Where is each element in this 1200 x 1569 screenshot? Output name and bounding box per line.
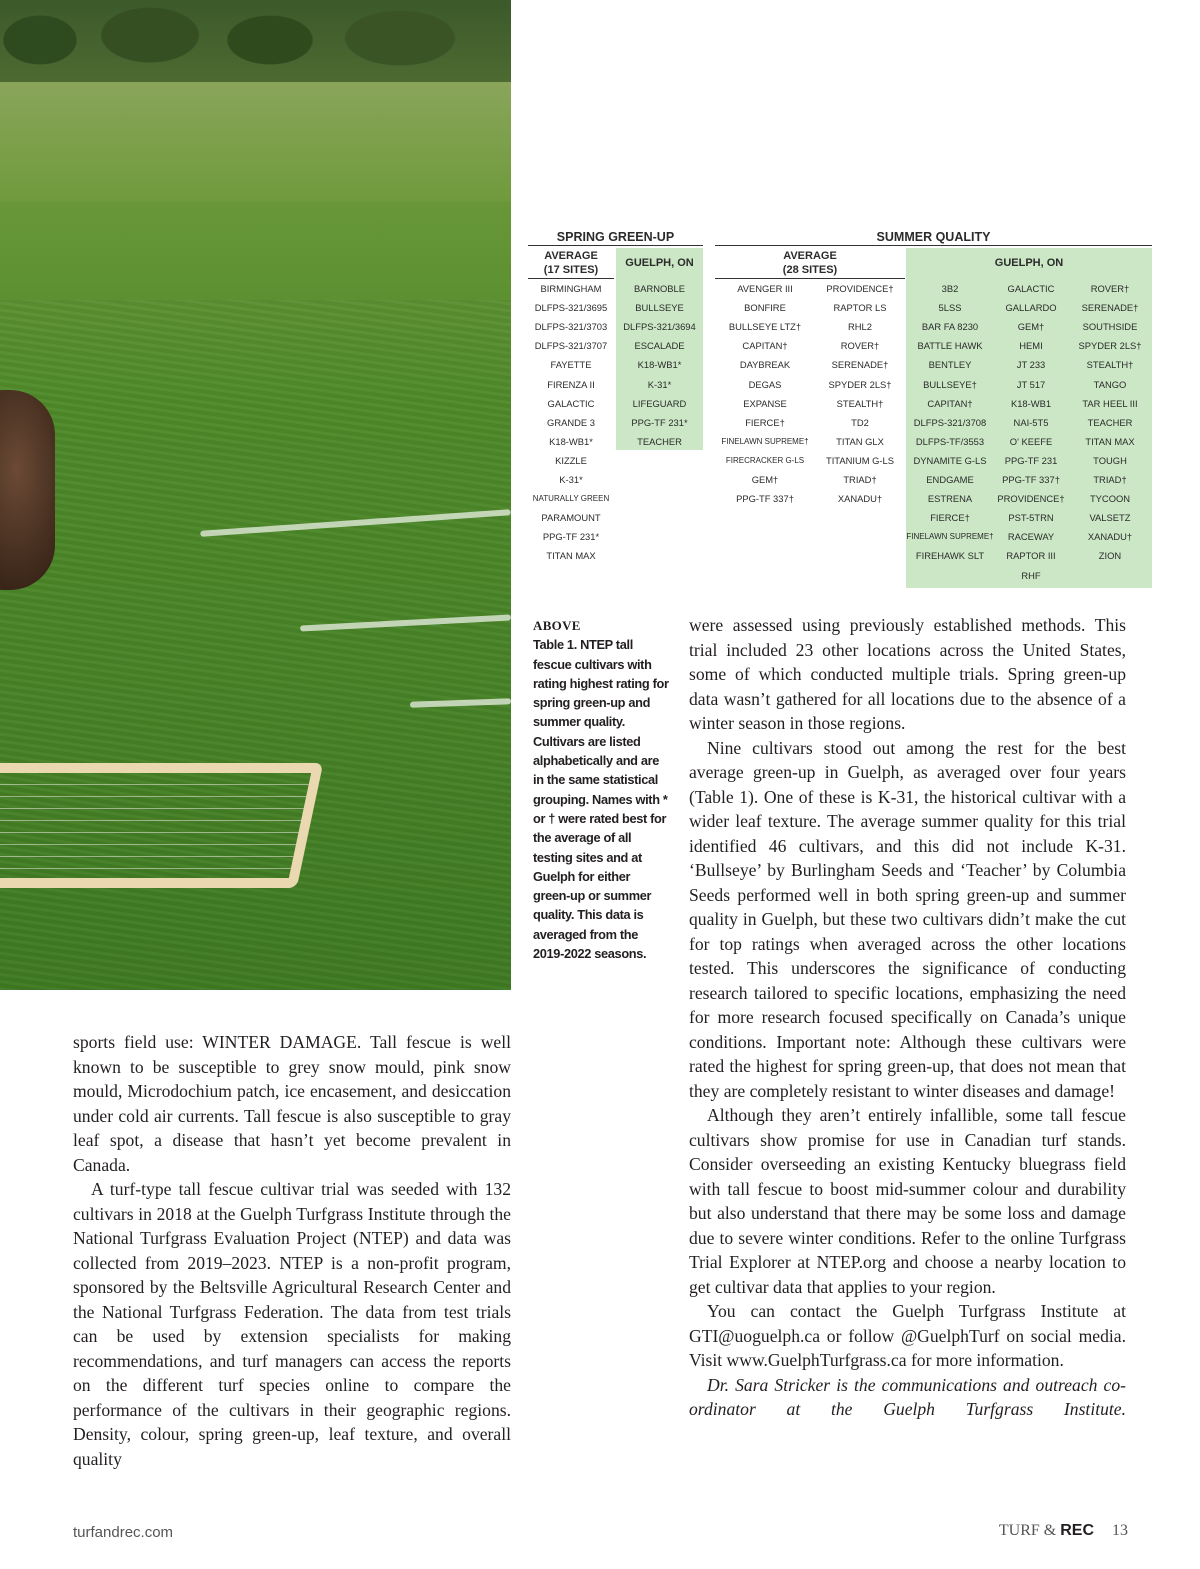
table-cell: GRANDE 3 [547,416,595,428]
table-cell: TITAN MAX [546,550,596,562]
table-cell: ROVER† [840,340,880,352]
table-cell: PPG-TF 231* [542,531,600,543]
table-cell: TD2 [851,416,869,428]
table-cell: JT 233 [1016,359,1046,371]
right-column [689,613,1126,1422]
table-cell: TRIAD† [843,474,877,485]
table-cell: RACEWAY [1007,531,1055,543]
table-cell: CAPITAN† [927,397,973,409]
table-cell: TITANIUM G-LS [825,454,895,466]
table-cell: FIRECRACKER G-LS [725,455,805,465]
tree-line [0,0,511,82]
table-cell: XANADU† [1087,531,1133,543]
table-cell: BAR FA 8230 [921,321,979,333]
table-cell: DYNAMITE G-LS [913,454,987,466]
table-cell: SERENADE† [831,359,889,371]
table-cell: K-31* [559,474,583,485]
table-cell: GALACTIC [547,397,595,409]
table-cell: STEALTH† [836,397,884,409]
table-cell: CAPITAN† [742,340,788,352]
table-cell: BATTLE HAWK [917,340,983,352]
table-cell: SPYDER 2LS† [1078,340,1142,352]
paragraph: sports field use: WINTER DAMAGE. Tall fescue is well known to be susceptible to grey snow mould, pink snow mould, Microdochium patch, ice encasement, and desiccation under cold air currents. Tall fescue is also susceptible to gray leaf spot, a disease that hasn’t yet become prevalent in Canada. [73,1032,511,1175]
table-cell: BARNOBLE [633,283,686,294]
table-cell: FINELAWN SUPREME† [721,436,809,446]
table-cell: SOUTHSIDE [1082,321,1138,333]
left-column [73,1030,511,1471]
summer-quality-title: SUMMER QUALITY [876,230,991,244]
table-cell: TANGO [1093,378,1127,390]
summer-average-header: AVERAGE (28 SITES) [782,250,838,276]
summer-guelph-header: GUELPH, ON [994,257,1064,269]
table-cell: 5LSS [938,302,962,314]
spring-guelph-header: GUELPH, ON [625,257,694,269]
table-cell: PARAMOUNT [541,512,601,524]
table-cell: K18-WB1 [1010,397,1052,409]
paragraph: were assessed using previously established methods. This trial included 23 other locations across the United States, some of which conducted multiple trials. Spring green-up data wasn’t gathered for all locations due to the absence of a winter season in those regions. [689,615,1126,733]
table-cell: PPG-TF 231* [631,416,688,428]
table-cell: NATURALLY GREEN [532,494,610,504]
table-cell: EXPANSE [743,397,787,409]
table-cell: DAYBREAK [739,359,791,371]
table-cell: GALACTIC [1007,283,1055,294]
table-cell: PPG-TF 337† [736,493,794,505]
spring-average-header: AVERAGE (17 SITES) [543,250,599,276]
table-cell: ROVER† [1090,283,1130,294]
table-cell: K18-WB1* [637,359,682,371]
table-cell: GEM† [751,474,779,485]
table-cell: RHF [1021,569,1041,581]
paragraph: You can contact the Guelph Turfgrass Institute at GTI@uoguelph.ca or follow @GuelphTurf on social media. Visit www.GuelphTurfgrass.ca for more information. [689,1301,1126,1370]
table-cell: JT 517 [1016,378,1046,390]
footer-site-link[interactable]: turfandrec.com [73,1524,174,1541]
table-cell: FIRENZA II [547,378,595,390]
table-cell: ESTRENA [927,493,973,505]
caption-text: Table 1. NTEP tall fescue cultivars with rating highest rating for spring green-up and summer quality. Cultivars are listed alphabetically and are in the same statistical grouping. Names with * or † were rated best for the average of all testing sites and at Guelph for either green-up or summer quality. This data is averaged from the 2019-2022 seasons. [533,637,669,962]
table-cell: DEGAS [748,378,782,390]
table-cell: LIFEGUARD [632,397,687,409]
table-cell: RHL2 [848,321,872,333]
magazine-suffix: REC [1060,1522,1094,1539]
table-cell: BULLSEYE† [923,378,977,390]
paragraph: Although they aren’t entirely infallible, some tall fescue cultivars show promise for use in Canadian turf stands. Consider overseeding an existing Kentucky bluegrass field with tall fescue to boost mid-summer colour and durability but also understand that there may be some loss and damage due to severe winter conditions. Refer to the online Turfgrass Trial Explorer at NTEP.org and choose a nearby location to get cultivar data that applies to your region. [689,1105,1126,1297]
table-cell: O' KEEFE [1009,435,1053,447]
cultivar-table [528,228,1152,588]
table-cell: RAPTOR III [1006,550,1056,562]
table-cell: STEALTH† [1086,359,1134,371]
table-cell: DLFPS-321/3695 [534,302,608,314]
page-number: 13 [1112,1522,1128,1539]
table-cell: NAI-5T5 [1013,416,1049,428]
table-cell: BIRMINGHAM [540,283,602,294]
caption-label: ABOVE [533,618,581,633]
table-cell: KIZZLE [555,454,587,466]
table-cell: VALSETZ [1089,512,1131,524]
table-cell: TOUGH [1093,454,1127,466]
table-cell: TITAN MAX [1085,435,1135,447]
table-cell: FIERCE† [930,512,970,524]
table-cell: AVENGER III [737,283,793,294]
table-rule [528,245,703,246]
magazine-prefix: TURF & [998,1522,1057,1539]
table-rule [528,278,614,279]
table-cell: TEACHER [1087,416,1133,428]
field-background [0,82,511,202]
table-cell: BULLSEYE LTZ† [728,321,802,333]
table-cell: BULLSEYE [635,302,684,314]
table-cell: DLFPS-321/3703 [534,321,608,333]
table-cell: HEMI [1019,340,1043,352]
author-byline: Dr. Sara Stricker is the communications and outreach co-ordinator at the Guelph Turfgrass Institute. [689,1374,1126,1419]
table-cell: TITAN GLX [836,435,884,447]
table-cell: FIERCE† [745,416,785,428]
table-cell: BENTLEY [928,359,972,371]
table-caption [533,616,669,963]
table-cell: ENDGAME [926,474,974,485]
table-cell: RAPTOR LS [833,302,887,314]
table-cell: PPG-TF 231 [1004,454,1058,466]
table-cell: PPG-TF 337† [1002,474,1060,485]
table-cell: K-31* [647,378,672,390]
turf-trial-photo [0,0,511,990]
spring-green-up-title: SPRING GREEN-UP [556,230,675,244]
table-cell: XANADU† [837,493,883,505]
table-rule [715,245,1152,246]
footer-magazine [999,1522,1128,1540]
table-cell: TRIAD† [1093,474,1127,485]
table-cell: PST-5TRN [1008,512,1054,524]
person-head [0,390,55,590]
table-cell: SPYDER 2LS† [828,378,892,390]
paragraph: A turf-type tall fescue cultivar trial was seeded with 132 cultivars in 2018 at the Guelph Turfgrass Institute through the National Turfgrass Evaluation Project (NTEP) and data was collected from 2019–2023. NTEP is a non-profit program, sponsored by the Beltsville Agricultural Research Center and the National Turfgrass Federation. The data from test trials can be used by extension specialists for making recommendations, and turf managers can access the reports on the different turf species online to compare the performance of the cultivars in their geographic regions. Density, colour, spring green-up, leaf texture, and overall quality [73,1179,511,1469]
table-cell: FINELAWN SUPREME† [906,532,994,542]
table-cell: DLFPS-321/3694 [623,321,696,333]
table-cell: GEM† [1017,321,1045,333]
table-cell: BONFIRE [744,302,786,314]
table-cell: PROVIDENCE† [997,493,1065,505]
table-cell: FAYETTE [550,359,592,371]
table-cell: TEACHER [637,435,682,447]
table-cell: GALLARDO [1005,302,1057,314]
table-cell: FIREHAWK SLT [915,550,985,562]
table-cell: DLFPS-321/3708 [913,416,987,428]
sampling-frame [0,763,323,888]
paragraph: Nine cultivars stood out among the rest for the best average green-up in Guelph, as averaged over four years (Table 1). One of these is K-31, the historical cultivar with a wider leaf texture. The average summer quality for this trial identified 46 cultivars, and this did not include K-31. ‘Bullseye’ by Burlingham Seeds and ‘Teacher’ by Columbia Seeds performed well in both spring green-up and summer quality in Guelph, but these two cultivars didn’t make the cut for top ratings when averaged across the other locations tested. This underscores the significance of conducting research tailored to specific locations, emphasizing the need for more research focused specifically on Canada’s unique conditions. Important note: Although these cultivars were rated the highest for spring green-up, that does not mean that they are completely resistant to winter diseases and damage! [689,737,1126,1101]
table-cell: K18-WB1* [549,435,593,447]
table-cell: TAR HEEL III [1082,397,1138,409]
table-cell: TYCOON [1089,493,1131,505]
table-cell: DLFPS-TF/3553 [915,435,985,447]
table-rule [715,278,905,279]
table-cell: SERENADE† [1081,302,1139,314]
table-cell: ESCALADE [634,340,685,352]
table-cell: 3B2 [941,283,959,294]
table-cell: PROVIDENCE† [826,283,894,294]
table-cell: ZION [1098,550,1122,562]
table-cell: DLFPS-321/3707 [534,340,608,352]
